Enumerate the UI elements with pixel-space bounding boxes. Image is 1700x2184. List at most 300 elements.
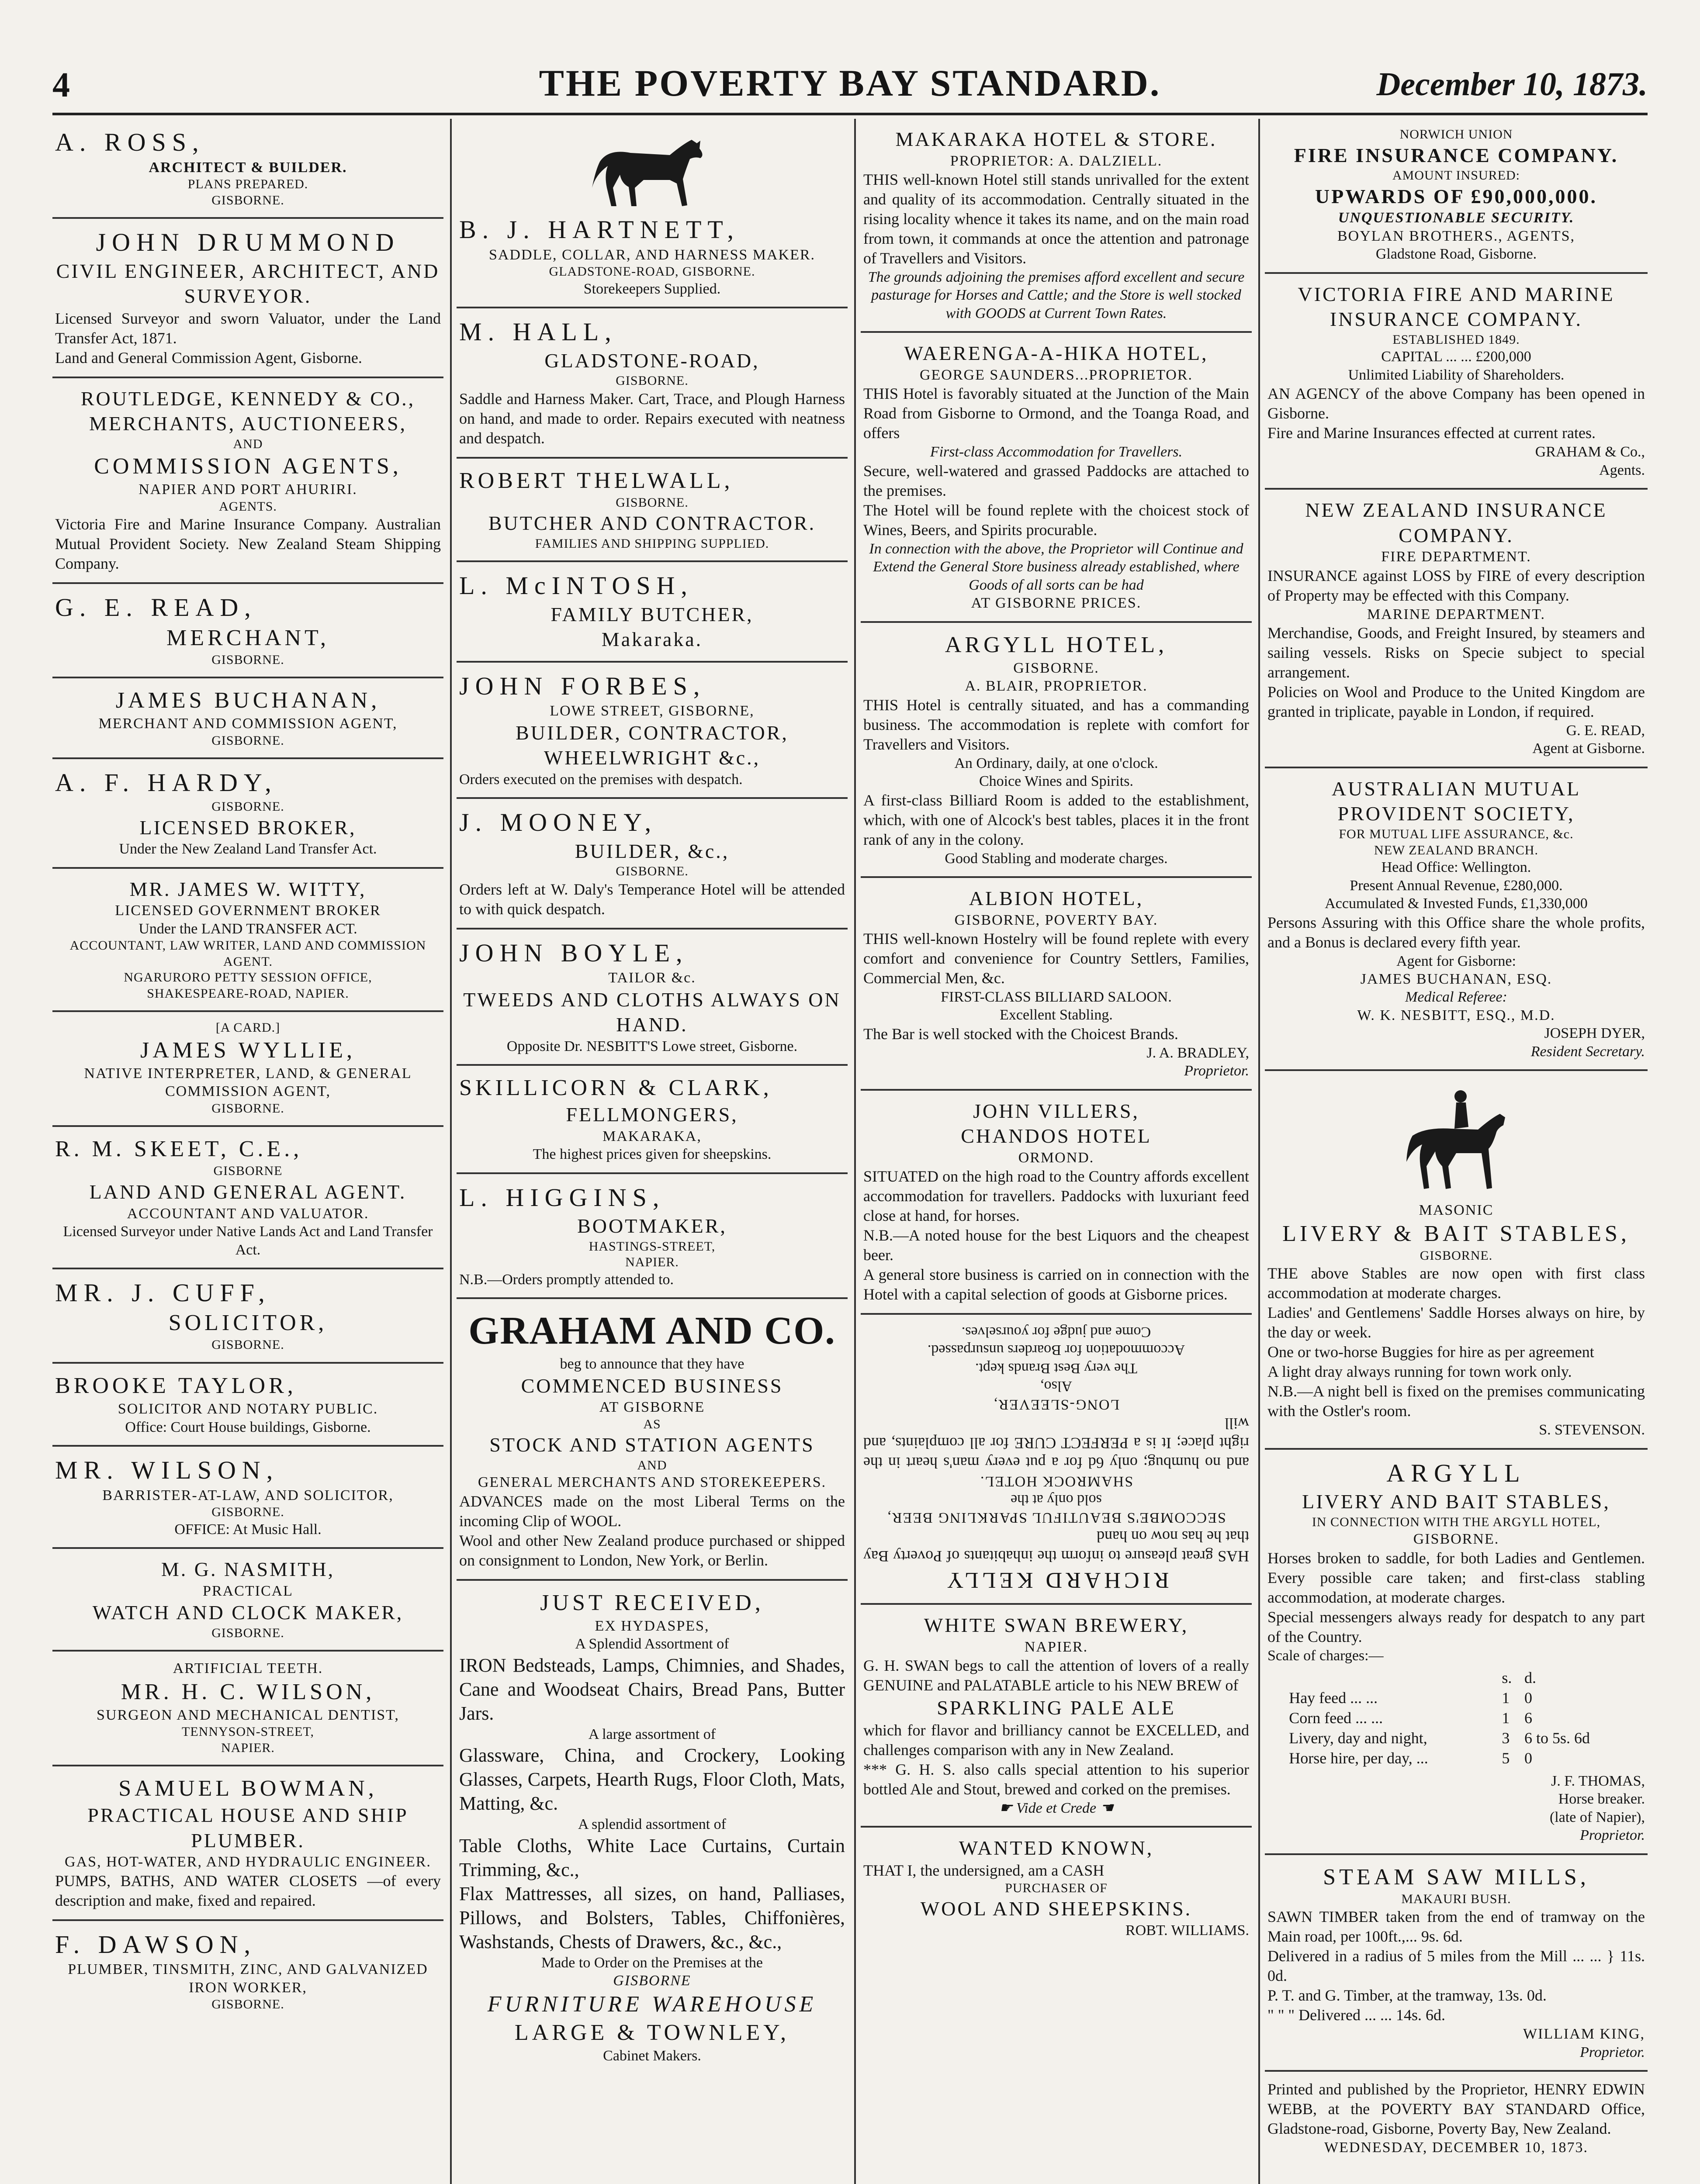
ad-hartnett xyxy=(457,119,848,308)
ad-line: GEORGE SAUNDERS...PROPRIETOR. xyxy=(919,366,1193,383)
ad-routledge xyxy=(52,378,443,584)
advertiser-name: JAMES BUCHANAN, xyxy=(115,688,381,713)
ad-forbes xyxy=(457,663,848,799)
ad-line: SHAMROCK HOTEL. xyxy=(979,1473,1133,1490)
ad-text: Saddle and Harness Maker. Cart, Trace, and Plough Harness on hand, and made to order. Repairs executed with neatness and despatch. xyxy=(459,390,845,447)
ad-line: Head Office: Wellington. xyxy=(1381,859,1531,876)
capital-line xyxy=(1267,348,1645,366)
ad-line: Cabinet Makers. xyxy=(603,2047,701,2064)
ad-line: AND xyxy=(233,436,263,451)
ad-signature: JOSEPH DYER, xyxy=(1544,1025,1645,1042)
ad-town: GISBORNE. xyxy=(211,1337,284,1352)
ad-line: AT GISBORNE PRICES. xyxy=(971,595,1142,612)
ad-line: Orders executed on the premises with despatch. xyxy=(459,771,743,788)
ad-line: FOR MUTUAL LIFE ASSURANCE, &c. xyxy=(1339,826,1574,841)
ad-line: Choice Wines and Spirits. xyxy=(979,773,1134,790)
ad-taylor xyxy=(52,1364,443,1447)
pointing-hand-icon: ☛ xyxy=(999,1800,1016,1816)
ad-bowman xyxy=(52,1766,443,1921)
ad-line: MERCHANT, xyxy=(166,625,329,650)
table-cell: s. xyxy=(1502,1669,1512,1687)
ad-line: STOCK AND STATION AGENTS xyxy=(489,1434,815,1456)
ad-line: Under the New Zealand Land Transfer Act. xyxy=(119,841,377,857)
ad-line: ACCOUNTANT AND VALUATOR. xyxy=(127,1205,369,1222)
advertiser-name: GRAHAM AND CO. xyxy=(468,1309,836,1353)
advertiser-name: R. M. SKEET, C.E., xyxy=(55,1137,303,1162)
ad-town: GISBORNE. xyxy=(1413,1531,1499,1548)
advertiser-name: SKILLICORN & CLARK, xyxy=(459,1075,772,1101)
ad-town: GISBORNE xyxy=(213,1164,283,1178)
ad-line: SURGEON AND MECHANICAL DENTIST, xyxy=(97,1707,399,1723)
advertiser-name: VICTORIA FIRE AND MARINE INSURANCE COMPANY. xyxy=(1298,283,1615,331)
ad-line: LONG-SLEEVER, xyxy=(993,1396,1120,1413)
ad-line: A large assortment of xyxy=(588,1726,716,1742)
ad-line: LIVERY AND BAIT STABLES, xyxy=(1302,1490,1610,1513)
ad-town: GISBORNE. xyxy=(1013,660,1099,676)
motto xyxy=(863,1799,1249,1817)
ad-line: SECCOMBE'S BEAUTIFUL SPARKLING BEER, xyxy=(886,1510,1226,1526)
ad-skeet xyxy=(52,1127,443,1269)
ad-line: NAPIER AND PORT AHURIRI. xyxy=(138,481,357,498)
ad-line: Makaraka. xyxy=(601,628,703,651)
ad-line: Also, xyxy=(1040,1378,1072,1395)
ad-text: IRON Bedsteads, Lamps, Chimnies, and Shades, Cane and Woodseat Chairs, Bread Pans, Butter Jars. xyxy=(459,1654,845,1724)
ad-line: Office: Court House buildings, Gisborne. xyxy=(125,1419,371,1435)
ad-makaraka-hotel xyxy=(861,119,1252,333)
ad-town: NAPIER. xyxy=(221,1740,275,1755)
advertiser-name: ALBION HOTEL, xyxy=(969,887,1144,910)
ad-text: Glassware, China, and Crockery, Looking Glasses, Carpets, Hearth Rugs, Floor Cloth, Mats, Matting, &c. xyxy=(459,1745,845,1814)
ad-line: PLANS PREPARED. xyxy=(187,176,308,191)
ad-line: UNQUESTIONABLE SECURITY. xyxy=(1338,210,1575,226)
imprint-date: WEDNESDAY, DECEMBER 10, 1873. xyxy=(1324,2139,1588,2156)
ad-town: NAPIER. xyxy=(625,1255,679,1270)
price-line: P. T. and G. Timber, at the tramway, 13s. 0d. xyxy=(1267,1987,1547,2004)
ad-line: Excellent Stabling. xyxy=(1000,1007,1113,1023)
imprint-text: Printed and published by the Proprietor, HENRY EDWIN WEBB, at the POVERTY BAY STANDARD Office, Gladstone-road, Gisborne, Poverty Bay, New Zealand. xyxy=(1267,2080,1645,2138)
ad-text: Wool and other New Zealand produce purchased or shipped on consignment to London, New York, or Berlin. xyxy=(459,1531,845,1569)
ad-line: Present Annual Revenue, £280,000. xyxy=(1350,877,1563,894)
ad-town: GISBORNE. xyxy=(211,193,284,207)
ad-signature: ROBT. WILLIAMS. xyxy=(1125,1922,1249,1939)
ad-line: EX HYDASPES, xyxy=(595,1617,710,1634)
ad-signature: G. E. READ, xyxy=(1566,722,1645,739)
ad-line: WATCH AND CLOCK MAKER, xyxy=(92,1601,404,1624)
advertiser-name: ROBERT THELWALL, xyxy=(459,468,734,493)
ad-text: One or two-horse Buggies for hire as per agreement xyxy=(1267,1343,1594,1361)
ad-line: TAILOR &c. xyxy=(608,970,696,986)
ad-line: Medical Referee: xyxy=(1405,989,1507,1006)
ad-line: Made to Order on the Premises at the xyxy=(541,1954,763,1971)
ad-text: In connection with the above, the Proprietor will Continue and Extend the General Store business already established, where Goods of all sorts can be had xyxy=(869,540,1243,593)
ad-town: GISBORNE. xyxy=(211,799,284,814)
ad-line: JAMES BUCHANAN, ESQ. xyxy=(1360,971,1552,987)
ad-town: GISBORNE. xyxy=(616,495,689,510)
ad-text: INSURANCE against LOSS by FIRE of every description of Property may be effected with this Company. xyxy=(1267,567,1645,604)
ad-line: LICENSED BROKER, xyxy=(139,816,357,839)
capital-value: £200,000 xyxy=(1475,349,1531,365)
ad-line: ARTIFICIAL TEETH. xyxy=(173,1660,323,1677)
ad-text: THAT I, the undersigned, am a CASH xyxy=(863,1861,1104,1879)
table-row xyxy=(1286,1728,1626,1749)
horse-and-rider-icon xyxy=(1395,1083,1517,1197)
table-cell: 0 xyxy=(1524,1689,1532,1707)
ad-line: MERCHANT AND COMMISSION AGENT, xyxy=(98,715,398,732)
ad-text: Special messengers always ready for despatch to any part of the Country. xyxy=(1267,1608,1645,1645)
ad-mooney xyxy=(457,799,848,930)
advertiser-name: A. F. HARDY, xyxy=(55,768,277,797)
advertiser-name: SAMUEL BOWMAN, xyxy=(118,1776,377,1801)
ad-signature: Agent at Gisborne. xyxy=(1532,740,1645,757)
advertiser-name: JOHN DRUMMOND xyxy=(96,228,400,257)
ad-signature: Proprietor. xyxy=(1580,2044,1645,2060)
issue-date: December 10, 1873. xyxy=(1376,66,1648,103)
table-row xyxy=(1286,1708,1626,1728)
ad-steam-saw-mills xyxy=(1265,1855,1648,2072)
table-cell: 3 xyxy=(1502,1729,1510,1747)
advertiser-name: A. ROSS, xyxy=(55,128,205,156)
motto-text: Vide et Crede xyxy=(1016,1800,1097,1816)
ad-line: MASONIC xyxy=(1419,1202,1494,1219)
ad-argyll-hotel xyxy=(861,623,1252,878)
ad-line: GLADSTONE-ROAD, xyxy=(544,349,760,372)
ad-line: ARCHITECT & BUILDER. xyxy=(149,159,347,176)
ad-signature: GRAHAM & Co., xyxy=(1535,444,1645,460)
ad-wilson xyxy=(52,1447,443,1549)
advertiser-name: STEAM SAW MILLS, xyxy=(1323,1864,1589,1890)
table-row xyxy=(1286,1688,1626,1708)
ad-town: GISBORNE. xyxy=(211,652,284,667)
ad-town: GISBORNE. xyxy=(211,1101,284,1116)
ad-line: BARRISTER-AT-LAW, AND SOLICITOR, xyxy=(102,1487,394,1503)
ad-line: MARINE DEPARTMENT. xyxy=(1367,606,1545,622)
ad-town: GISBORNE. xyxy=(211,1504,284,1519)
ad-nz-insurance xyxy=(1265,490,1648,768)
advertiser-name: MR. H. C. WILSON, xyxy=(121,1679,375,1704)
ad-line: AMOUNT INSURED: xyxy=(1392,168,1520,183)
ad-town: GISBORNE. xyxy=(616,373,689,388)
page-number: 4 xyxy=(52,66,70,104)
ad-cuff xyxy=(52,1269,443,1364)
table-cell: Livery, day and night, xyxy=(1289,1729,1427,1747)
ad-text: G. H. SWAN begs to call the attention of lovers of a really GENUINE and PALATABLE article to his NEW BREW of xyxy=(863,1657,1249,1694)
ad-albion-hotel xyxy=(861,878,1252,1091)
ad-line: An Ordinary, daily, at one o'clock. xyxy=(954,755,1158,771)
ad-text: SITUATED on the high road to the Country affords excellent accommodation for travellers. Paddocks with luxuriant feed close at hand, for horses. xyxy=(863,1168,1249,1225)
advertiser-name: MR. WILSON, xyxy=(55,1456,279,1484)
advertiser-name: WHITE SWAN BREWERY, xyxy=(924,1614,1189,1637)
ad-text: Ladies' and Gentlemens' Saddle Horses always on hire, by the day or week. xyxy=(1267,1304,1645,1341)
ad-signature: Resident Secretary. xyxy=(1530,1043,1645,1060)
ad-line: PURCHASER OF xyxy=(1005,1880,1108,1895)
table-cell: 5 xyxy=(1502,1749,1510,1767)
ad-line: Accommodation for Boarders unsurpassed. xyxy=(927,1342,1185,1358)
ad-line: LICENSED GOVERNMENT BROKER xyxy=(115,902,381,919)
ad-wyllie xyxy=(52,1012,443,1127)
table-cell: d. xyxy=(1524,1669,1536,1687)
ad-wanted-known xyxy=(861,1828,1252,1948)
ad-line: ESTABLISHED 1849. xyxy=(1392,332,1520,347)
masthead xyxy=(52,61,1648,109)
advertiser-name: RICHARD KELLY xyxy=(943,1568,1169,1593)
pointing-hand-icon: ☚ xyxy=(1096,1800,1114,1816)
advertiser-name: NEW ZEALAND INSURANCE COMPANY. xyxy=(1305,499,1607,546)
ad-line: AGENTS. xyxy=(219,499,277,514)
ad-dawson xyxy=(52,1921,443,2022)
advertiser-name: ARGYLL HOTEL, xyxy=(945,632,1168,657)
ad-text: HAS great pleasure to inform the inhabitants of Poverty Bay that he has now on hand xyxy=(863,1528,1249,1565)
ad-town: GISBORNE. xyxy=(211,733,284,748)
ad-town: GISBORNE xyxy=(613,1973,691,1989)
ad-text: The grounds adjoining the premises afford excellent and secure pasturage for Horses and Cattle; and the Store is well stocked with GOODS at Current Town Rates. xyxy=(868,269,1245,321)
table-cell: 1 xyxy=(1502,1689,1510,1707)
ad-town: NAPIER. xyxy=(1024,1638,1088,1655)
advertiser-name: L. HIGGINS, xyxy=(459,1183,665,1212)
ad-line: FURNITURE WAREHOUSE xyxy=(487,1991,817,2017)
ad-line: BOYLAN BROTHERS., AGENTS, xyxy=(1337,228,1575,244)
ad-text: The Hotel will be found replete with the choicest stock of Wines, Beers, and Spirits procurable. xyxy=(863,501,1249,539)
ad-line: SPARKLING PALE ALE xyxy=(937,1697,1176,1719)
ad-town: GISBORNE. xyxy=(211,1997,284,2012)
ad-line: BUTCHER AND CONTRACTOR. xyxy=(488,512,816,535)
advertiser-name: F. DAWSON, xyxy=(55,1930,257,1959)
table-cell: Corn feed ... ... xyxy=(1289,1709,1383,1727)
advertiser-name: L. McINTOSH, xyxy=(459,571,693,600)
table-row xyxy=(1286,1749,1626,1769)
ad-line: GENERAL MERCHANTS AND STOREKEEPERS. xyxy=(478,1474,827,1491)
advertiser-name: B. J. HARTNETT, xyxy=(459,215,740,244)
ad-line: NATIVE INTERPRETER, LAND, & GENERAL COMMISSION AGENT, xyxy=(84,1065,412,1100)
masthead-rule xyxy=(52,113,1648,115)
ad-line: BOOTMAKER, xyxy=(577,1215,727,1237)
ad-text: *** G. H. S. also calls special attention to his superior bottled Ale and Stout, brewed and corked on the premises. xyxy=(863,1760,1249,1798)
ad-line: AT GISBORNE xyxy=(599,1399,705,1416)
ad-line: MAKAURI BUSH. xyxy=(1401,1891,1511,1906)
charges-table xyxy=(1286,1668,1626,1769)
ad-white-swan xyxy=(861,1605,1252,1828)
ad-witty xyxy=(52,869,443,1013)
inverted-ad-block xyxy=(863,1323,1249,1594)
ad-text: and no humbug; only 6d for a put every man's heart in the right place; It is a PERFECT CURE for all complaints, and will xyxy=(863,1414,1249,1472)
ad-ross xyxy=(52,119,443,219)
ad-norwich-union xyxy=(1265,119,1648,274)
ad-line: NGARURORO PETTY SESSION OFFICE, xyxy=(124,970,372,985)
capital-label: CAPITAL ... ... xyxy=(1381,349,1472,365)
ad-signature: (late of Napier), xyxy=(1549,1809,1645,1825)
ad-line: GISBORNE, POVERTY BAY. xyxy=(954,912,1158,928)
ad-line: CIVIL ENGINEER, ARCHITECT, AND SURVEYOR. xyxy=(56,259,440,308)
ad-line: The highest prices given for sheepskins. xyxy=(533,1146,772,1163)
ad-amp-society xyxy=(1265,768,1648,1071)
ad-line: SADDLE, COLLAR, AND HARNESS MAKER. xyxy=(488,246,816,263)
table-cell xyxy=(1286,1668,1499,1688)
ad-nasmith xyxy=(52,1549,443,1652)
ad-line: A splendid assortment of xyxy=(578,1816,727,1833)
ad-line: Come and judge for yourselves. xyxy=(961,1324,1151,1340)
advertiser-name: WAERENGA-A-HIKA HOTEL, xyxy=(904,342,1208,365)
column-3 xyxy=(861,119,1252,2184)
table-cell: Horse hire, per day, ... xyxy=(1289,1749,1428,1767)
ad-line: N.B.—Orders promptly attended to. xyxy=(459,1271,674,1288)
ad-line: beg to announce that they have xyxy=(560,1356,744,1372)
ad-text: Persons Assuring with this Office share the whole profits, and a Bonus is declared every fifth year. xyxy=(1267,913,1645,951)
ad-buchanan xyxy=(52,678,443,759)
ad-text: Land and General Commission Agent, Gisborne. xyxy=(55,349,362,366)
advertiser-name: G. E. READ, xyxy=(55,593,257,622)
advertiser-name: MR. JAMES W. WITTY, xyxy=(129,878,367,900)
ad-line: Accumulated & Invested Funds, £1,330,000 xyxy=(1325,895,1588,912)
ad-line: COMMENCED BUSINESS xyxy=(521,1374,783,1397)
ad-line: Good Stabling and moderate charges. xyxy=(945,850,1168,867)
table-row xyxy=(1286,1668,1626,1688)
ad-text: which for flavor and brilliancy cannot be EXCELLED, and challenges comparison with any in New Zealand. xyxy=(863,1721,1249,1759)
advertiser-name: FIRE INSURANCE COMPANY. xyxy=(1294,144,1619,166)
ad-text: Flax Mattresses, all sizes, on hand, Palliases, Pillows, and Bolsters, Tables, Chiffonières, Washstands, Chests of Drawers, &c., &c., xyxy=(459,1883,845,1952)
advertiser-name: M. G. NASMITH, xyxy=(161,1558,335,1581)
ad-text: PUMPS, BATHS, AND WATER CLOSETS —of every description and make, fixed and repaired. xyxy=(55,1872,441,1909)
advertiser-name: JOHN VILLERS, xyxy=(973,1099,1139,1122)
ad-skillicorn xyxy=(457,1066,848,1174)
ad-line: PLUMBER, TINSMITH, ZINC, AND GALVANIZED IRON WORKER, xyxy=(68,1961,428,1996)
ad-boyle xyxy=(457,930,848,1066)
ad-line: WOOL AND SHEEPSKINS. xyxy=(920,1897,1192,1920)
ad-line: FAMILIES AND SHIPPING SUPPLIED. xyxy=(535,536,769,551)
advertiser-name: M. HALL, xyxy=(459,318,617,346)
ad-masonic-stables xyxy=(1265,1071,1648,1450)
ad-line: MERCHANTS, AUCTIONEERS, xyxy=(89,412,407,435)
ad-line: PRACTICAL HOUSE AND SHIP PLUMBER. xyxy=(87,1804,409,1852)
column-2 xyxy=(457,119,848,2184)
ad-line: Storekeepers Supplied. xyxy=(583,280,721,297)
ad-hall xyxy=(457,308,848,459)
column-divider xyxy=(1258,119,1260,2184)
ad-line: MAKARAKA, xyxy=(602,1128,702,1144)
ad-line: AND xyxy=(637,1458,667,1472)
ad-hardy xyxy=(52,759,443,868)
ad-kelly-upside-down xyxy=(861,1315,1252,1605)
horse-icon xyxy=(582,131,722,210)
ad-line: TENNYSON-STREET, xyxy=(182,1724,314,1739)
column-4 xyxy=(1265,119,1648,2184)
advertiser-name: LARGE & TOWNLEY, xyxy=(514,2020,790,2045)
ad-line: The very Best Brands kept. xyxy=(975,1360,1138,1376)
ad-read xyxy=(52,584,443,678)
ad-signature: J. A. BRADLEY, xyxy=(1146,1044,1249,1061)
ad-signature: Horse breaker. xyxy=(1558,1791,1645,1807)
ad-text: Horses broken to saddle, for both Ladies and Gentlemen. Every possible care taken; and first-class stabling accommodation, at moderate charges. xyxy=(1267,1549,1645,1606)
advertiser-name: AUSTRALIAN MUTUAL PROVIDENT SOCIETY, xyxy=(1331,777,1581,825)
imprint xyxy=(1265,2072,1648,2165)
ad-line: PRACTICAL xyxy=(203,1583,293,1599)
ad-line: TWEEDS AND CLOTHS ALWAYS ON HAND. xyxy=(463,988,841,1036)
ad-text: Policies on Wool and Produce to the United Kingdom are granted in triplicate, payable in London, if required. xyxy=(1267,683,1645,720)
ad-signature: S. STEVENSON. xyxy=(1539,1422,1645,1438)
ad-graham xyxy=(457,1299,848,1580)
ad-text: Merchandise, Goods, and Freight Insured, by steamers and sailing vessels. Risks on Specie subject to special arrangement. xyxy=(1267,624,1645,681)
ad-line: Scale of charges:— xyxy=(1267,1647,1384,1664)
ad-signature: J. F. THOMAS, xyxy=(1551,1773,1645,1789)
ad-signature: WILLIAM KING, xyxy=(1523,2026,1645,2042)
ad-town: GISBORNE. xyxy=(616,864,689,879)
ad-text: Victoria Fire and Marine Insurance Company. Australian Mutual Provident Society. New Zealand Steam Shipping Company. xyxy=(55,515,441,573)
ad-line: sold only at the xyxy=(1011,1491,1102,1508)
advertiser-name: JOHN FORBES, xyxy=(459,671,706,700)
table-cell: 6 xyxy=(1524,1709,1532,1727)
ad-signature: Agents. xyxy=(1599,462,1645,478)
ad-line: Unlimited Liability of Shareholders. xyxy=(1348,366,1565,383)
ad-text: Licensed Surveyor and sworn Valuator, under the Land Transfer Act, 1871. xyxy=(55,309,441,347)
ad-line: GLADSTONE-ROAD, GISBORNE. xyxy=(549,264,755,279)
ad-line: BUILDER, &c., xyxy=(575,840,730,862)
ad-line: UPWARDS OF £90,000,000. xyxy=(1315,185,1598,207)
ad-line: BUILDER, CONTRACTOR, WHEELWRIGHT &c., xyxy=(516,721,789,769)
table-cell: 1 xyxy=(1502,1709,1510,1727)
ad-text: THE above Stables are now open with first class accommodation at moderate charges. xyxy=(1267,1265,1645,1302)
ad-mcintosh xyxy=(457,562,848,663)
ad-line: NORWICH UNION xyxy=(1399,127,1513,142)
ad-text: Table Cloths, White Lace Curtains, Curtain Trimming, &c., xyxy=(459,1835,845,1880)
ad-line: Opposite Dr. NESBITT'S Lowe street, Gisborne. xyxy=(506,1038,798,1054)
advertiser-name: ROUTLEDGE, KENNEDY & CO., xyxy=(80,387,415,410)
ad-thelwall xyxy=(457,459,848,563)
ad-line: A. BLAIR, PROPRIETOR. xyxy=(965,678,1148,695)
ad-line: A Splendid Assortment of xyxy=(575,1636,729,1652)
ad-line: NEW ZEALAND BRANCH. xyxy=(1374,843,1538,857)
ad-higgins xyxy=(457,1174,848,1299)
table-cell: Hay feed ... ... xyxy=(1289,1689,1378,1707)
ad-line: AS xyxy=(643,1417,661,1431)
ad-headline: WANTED KNOWN, xyxy=(959,1837,1154,1859)
price-line: " " " Delivered ... ... 14s. 6d. xyxy=(1267,2006,1446,2024)
advertiser-name: J. MOONEY, xyxy=(459,808,658,837)
advertiser-name: MR. J. CUFF, xyxy=(55,1278,271,1307)
ad-text: Secure, well-watered and grassed Paddocks are attached to the premises. xyxy=(863,462,1249,499)
ad-text: THIS Hotel is favorably situated at the Junction of the Main Road from Gisborne to Ormond, and the Toanga Road, and offers xyxy=(863,385,1249,442)
ad-text: N.B.—A noted house for the best Liquors and the cheapest beer. xyxy=(863,1227,1249,1264)
ad-line: COMMISSION AGENTS, xyxy=(94,454,402,479)
ad-line: ORMOND. xyxy=(1018,1149,1094,1166)
ad-line: Gladstone Road, Gisborne. xyxy=(1375,246,1537,263)
ad-line: Licensed Surveyor under Native Lands Act and Land Transfer Act. xyxy=(63,1223,433,1258)
ad-line: SOLICITOR, xyxy=(168,1310,328,1336)
ad-line: CHANDOS HOTEL xyxy=(961,1125,1152,1147)
ad-signature: Proprietor. xyxy=(1580,1827,1645,1844)
ad-line: HASTINGS-STREET, xyxy=(589,1239,716,1254)
ad-signature: Proprietor. xyxy=(1184,1063,1249,1079)
advertiser-name: JOHN BOYLE, xyxy=(459,938,689,967)
table-cell: 0 xyxy=(1524,1749,1532,1767)
ad-text: THIS well-known Hotel still stands unrivalled for the extent and quality of its accommodation. Centrally situated in the rising locality whence it takes its name, and on the main road from town, it commands at once the attention and patronage of Travellers and Visitors. xyxy=(863,170,1249,267)
ad-line: [A CARD.] xyxy=(215,1020,280,1035)
advertiser-name: BROOKE TAYLOR, xyxy=(55,1373,297,1399)
ad-line: FAMILY BUTCHER, xyxy=(551,603,754,625)
price-line: Delivered in a radius of 5 miles from the Mill ... ... } 11s. 0d. xyxy=(1267,1947,1645,1985)
ad-villers xyxy=(861,1091,1252,1315)
ad-drummond xyxy=(52,219,443,378)
ad-argyll-stables xyxy=(1265,1450,1648,1855)
newspaper-title: THE POVERTY BAY STANDARD. xyxy=(539,62,1161,104)
column-1 xyxy=(52,119,443,2184)
ad-line: FELLMONGERS, xyxy=(566,1103,738,1126)
column-divider xyxy=(854,119,856,2184)
ad-text: Orders left at W. Daly's Temperance Hotel will be attended to with quick despatch. xyxy=(459,880,845,918)
ad-line: ACCOUNTANT, LAW WRITER, LAND AND COMMISSION AGENT. xyxy=(69,938,426,969)
ad-text: A light dray always running for town work only. xyxy=(1267,1363,1572,1381)
ad-headline: JUST RECEIVED, xyxy=(540,1590,764,1615)
ad-text: Fire and Marine Insurances effected at current rates. xyxy=(1267,424,1596,442)
ad-text: N.B.—A night bell is fixed on the premises communicating with the Ostler's room. xyxy=(1267,1382,1645,1420)
advertiser-name: LIVERY & BAIT STABLES, xyxy=(1282,1221,1630,1246)
